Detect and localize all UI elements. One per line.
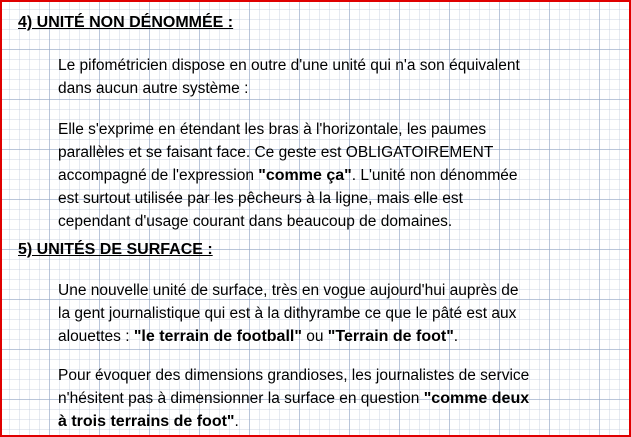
text-line [58, 325, 618, 348]
text-run: . L'unité non dénommée [351, 167, 518, 184]
text-line [58, 387, 618, 410]
text-line: parallèles et se faisant face. Ce geste est OBLIGATOIREMENT [58, 144, 494, 161]
emphasis-comme-ca: "comme ça" [258, 167, 352, 184]
text-line: Le pifométricien dispose en outre d'une unité qui n'a son équivalent [58, 57, 520, 74]
emphasis-trois-terrains: à trois terrains de foot" [58, 413, 235, 430]
text-line [58, 164, 618, 187]
section-4-paragraph-2 [58, 118, 618, 233]
section-5-paragraph-2 [58, 364, 618, 433]
text-line: Une nouvelle unité de surface, très en vogue aujourd'hui auprès de [58, 282, 519, 299]
section-4-paragraph-1 [58, 54, 618, 100]
emphasis-terrain-de-foot: "Terrain de foot" [327, 328, 454, 345]
text-run: ou [301, 328, 328, 345]
text-run: alouettes : [58, 328, 134, 345]
emphasis-comme-deux: "comme deux [423, 390, 530, 407]
text-run: . [453, 328, 459, 345]
emphasis-terrain-de-football: "le terrain de football" [133, 328, 302, 345]
text-line: dans aucun autre système : [58, 80, 249, 97]
text-line: Pour évoquer des dimensions grandioses, les journalistes de service [58, 367, 530, 384]
text-run: . [234, 413, 239, 430]
text-line [58, 410, 618, 433]
text-run: accompagné de l'expression [58, 167, 259, 184]
text-line: Elle s'exprime en étendant les bras à l'horizontale, les paumes [58, 121, 487, 138]
text-line: la gent journalistique qui est à la dithyrambe ce que le pâté est aux [58, 305, 517, 322]
section-5-heading: 5) UNITÉS DE SURFACE : [18, 241, 213, 258]
section-4-heading: 4) UNITÉ NON DÉNOMMÉE : [18, 14, 234, 31]
text-run: n'hésitent pas à dimensionner la surface en question [58, 390, 424, 407]
text-line: cependant d'usage courant dans beaucoup de domaines. [58, 213, 453, 230]
text-line: est surtout utilisée par les pêcheurs à la ligne, mais elle est [58, 190, 463, 207]
section-5-paragraph-1 [58, 279, 618, 348]
